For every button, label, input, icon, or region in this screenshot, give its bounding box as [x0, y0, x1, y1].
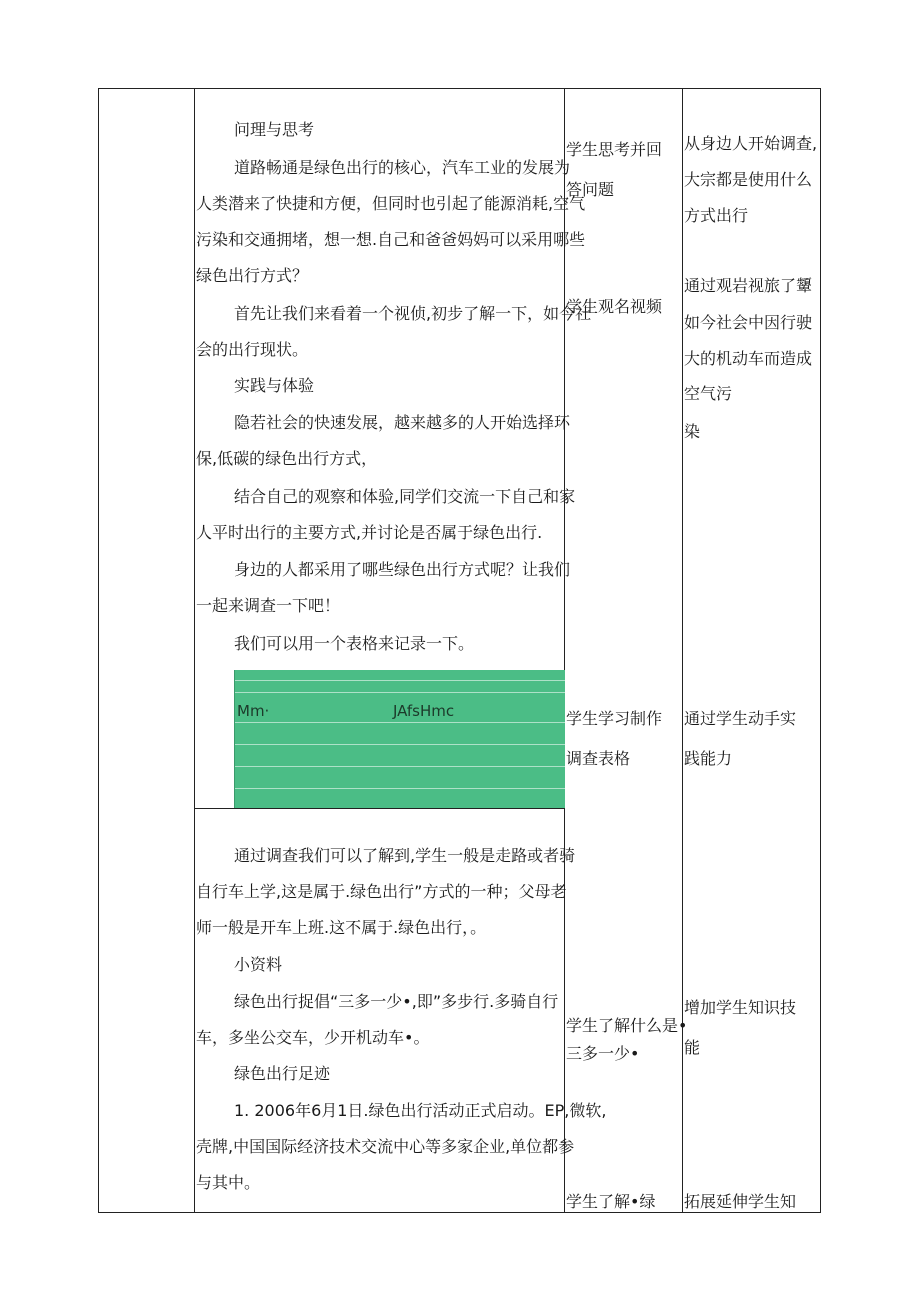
- design-purpose-line: 通过学生动手实: [684, 709, 797, 728]
- paragraph-line: 自行车上学,这是属于.绿色出行”方式的一种；父母老: [196, 882, 567, 901]
- section-heading: 问理与思考: [234, 120, 315, 139]
- design-purpose-line: 大的机动车而造成: [684, 349, 813, 368]
- paragraph-line: 结合自己的观察和体验,同学们交流一下自己和家: [234, 487, 576, 506]
- paragraph-line: 一起来调查一下吧！: [196, 596, 341, 615]
- paragraph-line: 通过调查我们可以了解到,学生一般是走路或者骑: [234, 846, 576, 865]
- section-heading: 绿色出行足迹: [234, 1064, 331, 1083]
- paragraph-line: 人类潜来了快捷和方便，但同时也引起了能源消耗,空气: [196, 194, 586, 213]
- section-heading: 实践与体验: [234, 376, 315, 395]
- table-top-border: [98, 88, 821, 89]
- design-purpose-line: 方式出行: [684, 206, 749, 225]
- table-left-border: [98, 88, 99, 1213]
- paragraph-line: 污染和交通拥堵，想一想.自己和爸爸妈妈可以采用哪些: [196, 230, 586, 249]
- section-heading: 小资料: [234, 955, 283, 974]
- paragraph-line: 壳牌,中国国际经济技术交流中心等多家企业,单位都参: [196, 1137, 575, 1156]
- paragraph-line: 绿色出行捉倡“三多一少•,即”多步行.多骑自行: [234, 992, 559, 1011]
- survey-table-row-line: [235, 692, 565, 693]
- paragraph-line: 车，多坐公交车，少开机动车•。: [196, 1028, 430, 1047]
- survey-table-cell: JAfsHmc: [393, 702, 455, 720]
- column-divider-3: [682, 88, 683, 1213]
- student-activity-line: 答问题: [566, 180, 615, 199]
- student-activity-line: 学生了解什么是•: [566, 1016, 688, 1035]
- paragraph-line: 1. 2006年6月1日.绿色出行活动正式启动。EP,微软,: [234, 1101, 607, 1120]
- design-purpose-line: 能: [684, 1038, 701, 1057]
- column-divider-1: [194, 88, 195, 1213]
- paragraph-line: 与其中。: [196, 1173, 261, 1192]
- paragraph-line: 师一般是开车上班.这不属于.绿色出行，。: [196, 918, 487, 937]
- design-purpose-line: 从身边人开始调查,: [684, 134, 818, 153]
- paragraph-line: 道路畅通是绿色出行的核心，汽车工业的发展为: [234, 158, 571, 177]
- survey-table-cell: Mm·: [237, 702, 270, 720]
- paragraph-line: 会的出行现状。: [196, 340, 309, 359]
- student-activity-line: 学生思考并回: [566, 140, 663, 159]
- paragraph-line: 绿色出行方式？: [196, 266, 309, 285]
- student-activity-line: 调查表格: [566, 749, 631, 768]
- survey-table-row-line: [235, 788, 565, 789]
- survey-table-row-line: [235, 744, 565, 745]
- survey-table-row-line: [235, 766, 565, 767]
- survey-table-row-line: [235, 722, 565, 723]
- student-activity-line: 三多一少•: [566, 1044, 640, 1063]
- paragraph-line: 人平时出行的主要方式,并讨论是否属于绿色出行.: [196, 523, 543, 542]
- paragraph-line: 保,低碳的绿色出行方式，: [196, 449, 378, 468]
- student-activity-line: 学生了解•绿: [566, 1192, 656, 1211]
- design-purpose-line: 拓展延伸学生知: [684, 1192, 797, 1211]
- design-purpose-line: 践能力: [684, 749, 733, 768]
- design-purpose-line: 大宗都是使用什么: [684, 170, 813, 189]
- paragraph-line: 隐若社会的快速发展，越来越多的人开始选择环: [234, 413, 571, 432]
- paragraph-line: 首先让我们来看着一个视侦,初步了解一下，如今社: [234, 304, 592, 323]
- paragraph-line: 身边的人都采用了哪些绿色出行方式呢？让我们: [234, 560, 571, 579]
- survey-table: [234, 670, 565, 808]
- design-purpose-line: 染: [684, 422, 701, 441]
- content-cell-divider: [194, 808, 564, 809]
- survey-table-row-line: [235, 680, 565, 681]
- design-purpose-line: 如今社会中因行驶: [684, 313, 813, 332]
- student-activity-line: 学生学习制作: [566, 709, 663, 728]
- design-purpose-line: 通过观岩视旅了顰: [684, 276, 813, 295]
- design-purpose-line: 增加学生知识技: [684, 998, 797, 1017]
- paragraph-line: 我们可以用一个表格来记录一下。: [234, 634, 475, 653]
- table-bottom-border: [98, 1212, 821, 1213]
- design-purpose-line: 空气污: [684, 384, 733, 403]
- student-activity-line: 学生观名视频: [566, 297, 663, 316]
- column-divider-2: [564, 88, 565, 1213]
- table-right-border: [820, 88, 821, 1213]
